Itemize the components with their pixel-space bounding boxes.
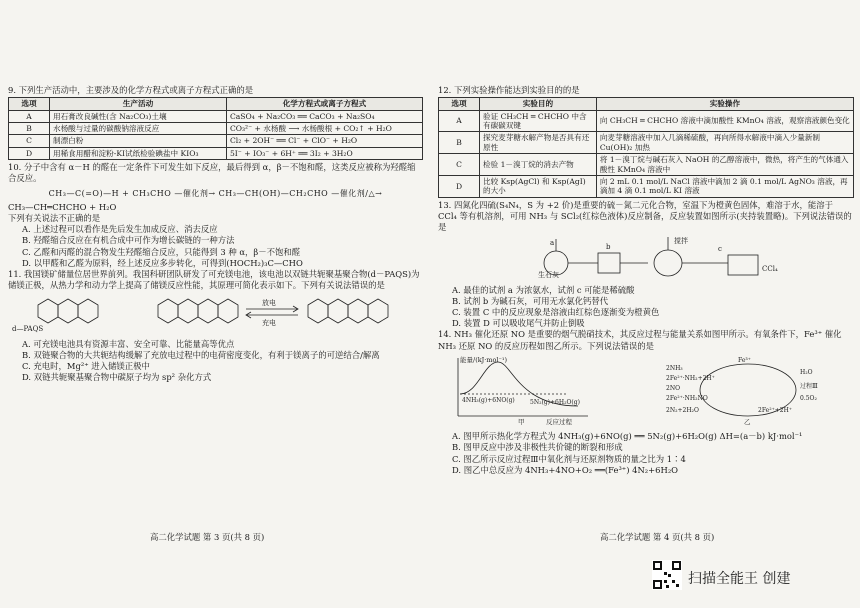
- fig-label: c: [718, 245, 722, 254]
- q10-title: 10. 分子中含有 α－H 的醛在一定条件下可发生如下反应，最后得到 α，β－不饱和醛，这类反应被称为羟醛缩合反应。: [8, 162, 416, 184]
- table-cell: B: [9, 123, 50, 135]
- table-cell: 制漂白粉: [50, 135, 227, 147]
- q9-table: [8, 97, 423, 160]
- q12-header: 选项: [439, 98, 480, 110]
- fig-b-label: 2N₂+2H₂O: [666, 406, 699, 414]
- option-d: D. 装置 D 可以吸收尾气并防止倒吸: [452, 318, 585, 329]
- q10-lead: 下列有关说法不正确的是: [8, 213, 101, 224]
- fig-label-dpaqs: d—PAQS: [12, 325, 44, 334]
- table-cell: 向麦芽糖溶液中加入几滴稀硫酸，再向所得水解液中滴入少量新制 Cu(OH)₂ 加热: [596, 132, 853, 154]
- fig-b-label: Fe³⁺: [738, 356, 751, 364]
- table-cell: 水杨酸与过量的碳酸钠溶液反应: [50, 123, 227, 135]
- q9-header: 化学方程式或离子方程式: [226, 98, 422, 110]
- option-d: D. 以甲醛和乙醛为原料，经上述反应多步转化，可得到(HOCH₂)₃C—CHO: [22, 257, 303, 268]
- table-cell: D: [9, 147, 50, 159]
- fig-label: b: [606, 243, 611, 252]
- table-cell: D: [439, 176, 480, 198]
- table-cell: C: [439, 154, 480, 176]
- table-row: [439, 176, 854, 198]
- table-row: [9, 135, 423, 147]
- q9-header: 选项: [9, 98, 50, 110]
- question-14: [438, 329, 854, 475]
- table-cell: Cl₂ + 2OH⁻ ══ Cl⁻ + ClO⁻ + H₂O: [226, 135, 422, 147]
- option-b: B. 羟醛缩合反应在有机合成中可作为增长碳链的一种方法: [22, 235, 235, 246]
- page-footer-left: 高二化学试题 第 3 页(共 8 页): [150, 532, 265, 542]
- option-b: B. 试剂 b 为碱石灰，可用无水氯化钙替代: [452, 295, 609, 306]
- table-cell: CO₃²⁻ + 水杨酸 ⟶ 水杨酸根 + CO₂↑ + H₂O: [226, 123, 422, 135]
- option-d: D. 双链共轭聚基聚合物中碳原子均为 sp² 杂化方式: [22, 372, 212, 383]
- table-row: [9, 110, 423, 122]
- table-row: [439, 154, 854, 176]
- fig-b-label: 2Fe²⁺·NH₂NO: [666, 394, 708, 402]
- table-cell: A: [439, 110, 480, 132]
- q9-header: 生产活动: [50, 98, 227, 110]
- table-cell: 探究麦芽糖水解产物是否具有还原性: [480, 132, 597, 154]
- table-cell: 比较 Ksp(AgCl) 和 Ksp(AgI) 的大小: [480, 176, 597, 198]
- option-c: C. 充电时，Mg²⁺ 进入储镁正极中: [22, 361, 150, 372]
- option-c: C. 装置 C 中的反应现象是溶液由红棕色逐渐变为橙黄色: [452, 307, 660, 318]
- fig-label-discharge: 放电: [262, 299, 276, 308]
- table-cell: B: [439, 132, 480, 154]
- fig-b-label: 2Fe²⁺·NH₂+2H⁺: [666, 374, 715, 382]
- table-cell: 用石膏改良碱性(含 Na₂CO₃)土壤: [50, 110, 227, 122]
- question-11: [8, 269, 423, 383]
- table-cell: 5I⁻ + IO₃⁻ + 6H⁺ ══ 3I₂ + 3H₂O: [226, 147, 422, 159]
- question-9: [8, 85, 423, 160]
- q10-equation-line-1: CH₃—C(=O)—H + CH₃CHO —催化剂→ CH₃—CH(OH)—CH₂CHO —催化剂/△→: [48, 188, 383, 198]
- option-a: A. 图甲所示热化学方程式为 4NH₃(g)+6NO(g) ══ 5N₂(g)+6H₂O(g) ΔH=(a－b) kJ·mol⁻¹: [452, 431, 803, 442]
- table-cell: A: [9, 110, 50, 122]
- fig-a-xlabel: 反应过程: [546, 417, 572, 426]
- option-d: D. 图乙中总反应为 4NH₃+4NO+O₂ ══(Fe³⁺) 4N₂+6H₂O: [452, 464, 679, 475]
- table-cell: 向 2 mL 0.1 mol/L NaCl 溶液中滴加 2 滴 0.1 mol/L AgNO₃ 溶液，再滴加 4 滴 0.1 mol/L KI 溶液: [596, 176, 853, 198]
- q11-title: 11. 我国镁矿储量位居世界前列。我国科研团队研发了可充镁电池，该电池以双链共轭聚基聚合物(d－PAQS)为储镁正极，从热力学和动力学上提高了储镁反应性能，其原理可简化表示如下。下列有关说法错误的是: [8, 269, 420, 291]
- qr-code-icon: [652, 560, 682, 590]
- fig-a-name: 甲: [518, 417, 525, 426]
- fig-label: CCl₄: [762, 265, 778, 274]
- q12-title: 12. 下列实验操作能达到实验目的的是: [438, 85, 580, 95]
- fig-b-label: 2NO: [666, 384, 680, 392]
- fig-b-label: 0.5O₂: [800, 394, 817, 402]
- table-cell: 验证 CH₃CH ═ CHCHO 中含有碳碳双键: [480, 110, 597, 132]
- table-cell: C: [9, 135, 50, 147]
- fig-label: 生石灰: [538, 271, 559, 280]
- fig-a-reactants: 4NH₃(g)+6NO(g): [462, 396, 515, 404]
- table-cell: CaSO₄ + Na₂CO₃ ══ CaCO₃ + Na₂SO₄: [226, 110, 422, 122]
- q9-header-row: [9, 98, 423, 110]
- fig-label: 搅拌: [674, 237, 688, 246]
- fig-b-label: 过程Ⅲ: [800, 382, 818, 390]
- table-cell: 检验 1－溴丁烷的消去产物: [480, 154, 597, 176]
- q12-header-row: [439, 98, 854, 110]
- q14-figures: [438, 354, 848, 426]
- question-10: [8, 162, 423, 269]
- option-a: A. 可充镁电池具有资源丰富、安全可靠、比能量高等优点: [22, 338, 235, 349]
- fig-b-label: 2Fe²⁺+2H⁺: [758, 406, 793, 414]
- q12-header: 实验操作: [596, 98, 853, 110]
- table-cell: 用稀食用醋和淀粉-KI试纸检验碘盐中 KIO₃: [50, 147, 227, 159]
- fig-a-ylabel: 能量/(kJ·mol⁻¹): [460, 355, 508, 364]
- table-row: [9, 147, 423, 159]
- option-a: A. 上述过程可以看作是先后发生加成反应、消去反应: [22, 224, 218, 235]
- q12-table: [438, 97, 854, 198]
- option-b: B. 双链聚合物的大共轭结构缓解了充放电过程中的电荷密度变化，有利于镁离子的可逆结合/解离: [22, 349, 380, 360]
- q13-apparatus-figure: [438, 235, 848, 279]
- q13-title: 13. 四氮化四硫(S₄N₄，S 为 +2 价)是重要的硫－氮二元化合物，室温下为橙黄色固体，难溶于水，能溶于 CCl₄ 等有机溶剂，可用 NH₃ 与 SCl₂(红棕色液体)反应制备，反应装置如图所示(夹持装置略)。下列说法错误的是: [438, 199, 852, 233]
- q10-equation-line-2: CH₃—CH═CHCHO + H₂O: [8, 201, 117, 212]
- q14-title: 14. NH₃ 催化还原 NO 是重要的烟气脱硝技术，其反应过程与能量关系如图甲所示。有氧条件下，Fe³⁺ 催化 NH₃ 还原 NO 的反应历程如图乙所示。下列说法错误的是: [438, 329, 842, 351]
- fig-b-label: 2NH₃: [666, 364, 683, 372]
- question-13: [438, 200, 854, 330]
- q12-header: 实验目的: [480, 98, 597, 110]
- left-column: [8, 84, 423, 383]
- fig-b-name: 乙: [744, 417, 751, 426]
- option-b: B. 图甲反应中涉及非极性共价键的断裂和形成: [452, 442, 623, 453]
- table-cell: 向 CH₃CH ═ CHCHO 溶液中滴加酸性 KMnO₄ 溶液，观察溶液颜色变化: [596, 110, 853, 132]
- page-footer-right: 高二化学试题 第 4 页(共 8 页): [600, 532, 715, 542]
- fig-a-products: 5N₂(g)+6H₂O(g): [530, 398, 580, 406]
- table-cell: 将 1－溴丁烷与碱石灰入 NaOH 的乙醇溶液中，微热，将产生的气体通入酸性 KMnO₄ 溶液中: [596, 154, 853, 176]
- q11-structure-figure: [8, 293, 418, 333]
- fig-label: a: [550, 239, 555, 248]
- right-column: [438, 84, 854, 476]
- table-row: [439, 110, 854, 132]
- option-c: C. 图乙所示反应过程Ⅲ中氧化剂与还原剂物质的量之比为 1∶4: [452, 453, 686, 464]
- table-row: [9, 123, 423, 135]
- q9-title: 9. 下列生产活动中，主要涉及的化学方程式或离子方程式正确的是: [8, 85, 254, 95]
- option-a: A. 最佳的试剂 a 为浓氨水，试剂 c 可能是稀硫酸: [452, 284, 635, 295]
- fig-label-charge: 充电: [262, 319, 276, 328]
- question-12: [438, 85, 854, 198]
- scanner-watermark: 扫描全能王 创建: [688, 571, 791, 587]
- table-row: [439, 132, 854, 154]
- fig-b-label: H₂O: [800, 368, 813, 376]
- option-c: C. 乙醛和丙醛的混合物发生羟醛缩合反应，只能得到 3 种 α，β－不饱和醛: [22, 246, 301, 257]
